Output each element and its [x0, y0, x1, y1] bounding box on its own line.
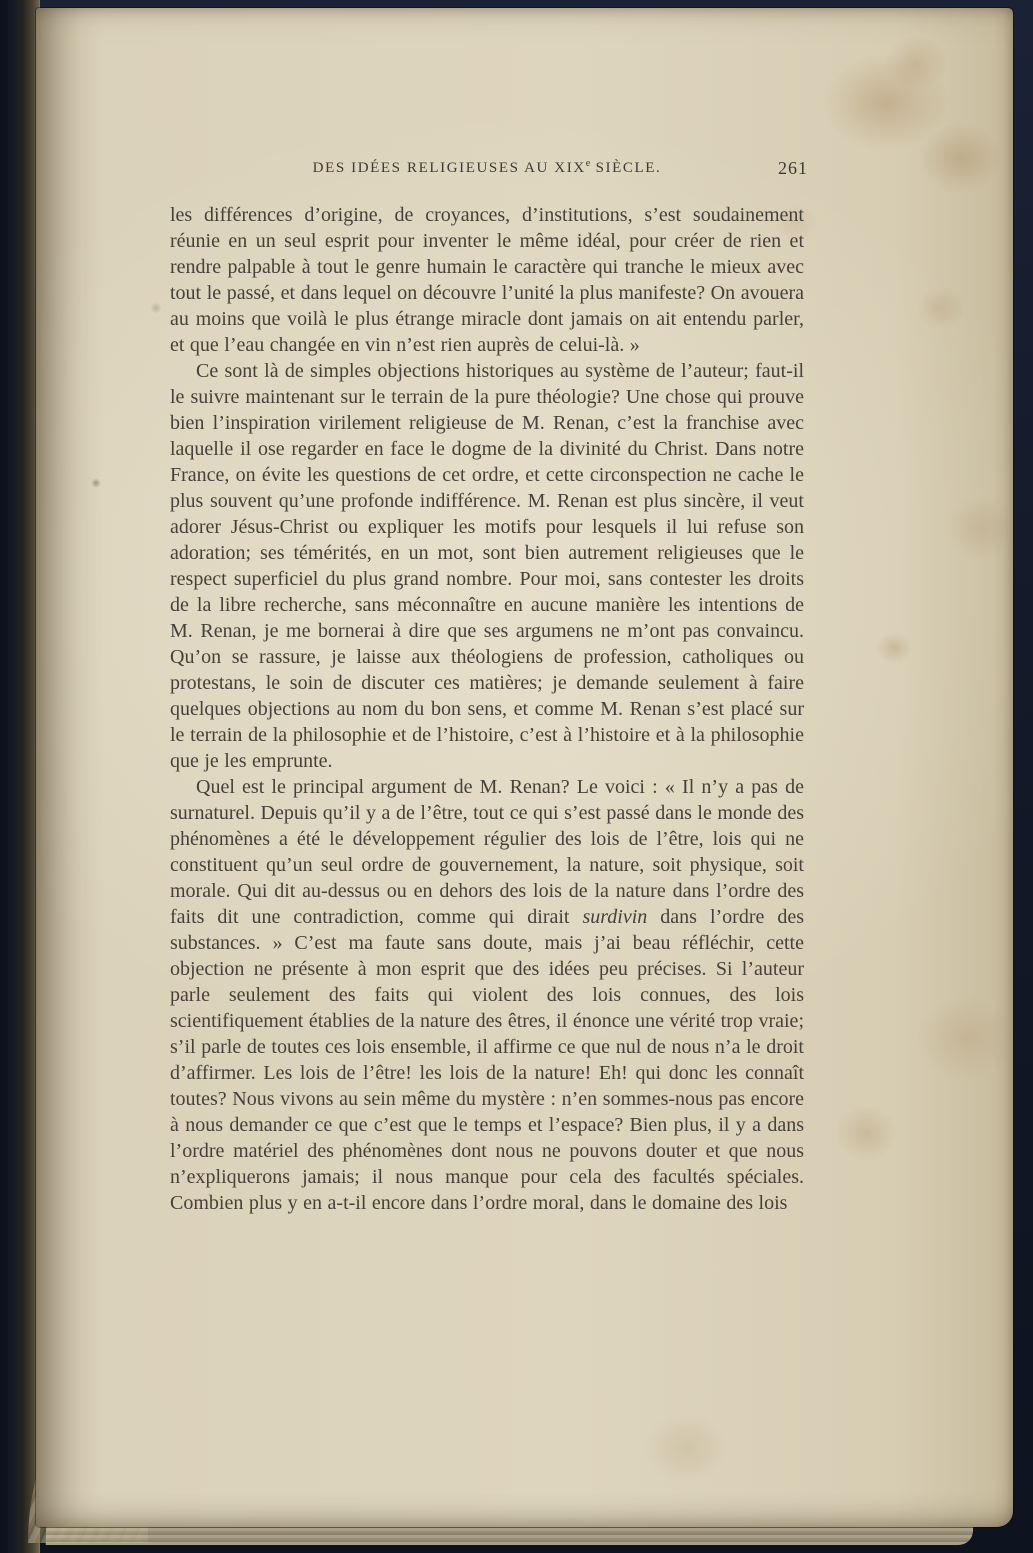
- page-number: 261: [778, 158, 808, 178]
- body-text: [170, 202, 804, 1216]
- paragraph-2: Ce sont là de simples objections historiques au système de l’auteur; faut-il le suivre maintenant sur le terrain de la pure théologie? Une chose qui prouve bien l’inspiration virilement religieuse de M. Renan, c’est la franchise avec laquelle il ose regarder en face le dogme de la divinité du Christ. Dans notre France, on évite les questions de cet ordre, et cette circonspection ne cache le plus souvent qu’une profonde indifférence. M. Renan est plus sincère, il veut adorer Jésus-Christ ou expliquer les motifs pour lesquels il lui refuse son adoration; ses témérités, en un mot, sont bien autrement religieuses que le respect superficiel du plus grand nombre. Pour moi, sans contester les droits de la libre recherche, sans méconnaître en aucune manière les intentions de M. Renan, je me bornerai à dire que ses argumens ne m’ont pas convaincu. Qu’on se rassure, je laisse aux théologiens de profession, catholiques ou protestans, le soin de discuter ces matières; je demande seulement à faire quelques objections au nom du bon sens, et comme M. Renan s’est placé sur le terrain de la philosophie et de l’histoire, c’est à l’histoire et à la philosophie que je les emprunte.: [170, 360, 804, 772]
- running-head: [170, 158, 808, 182]
- paragraph-3-text-continued: dans l’ordre des substances. » C’est ma faute sans doute, mais j’ai beau réfléchir, cette objection ne présente à mon esprit que des idées peu précises. Si l’auteur parle seulement des faits qui violent des lois connues, des lois scientifiquement établies de la nature des êtres, il énonce une vérité trop vraie; s’il parle de toutes ces lois ensemble, il affirme ce que nul de nous n’a le droit d’affirmer. Les lois de l’être! les lois de la nature! Eh! qui donc les connaît toutes? Nous vivons au sein même du mystère : n’en sommes-nous pas encore à nous demander ce que c’est que le temps et l’espace? Bien plus, il y a dans l’ordre matériel des phénomènes dont nous ne pouvons douter et que nous n’expliquerons jamais; il nous manque pour cela des facultés spéciales. Combien plus y en a-t-il encore dans l’ordre moral, dans le domaine des lois: [170, 906, 805, 1214]
- book-page: [36, 8, 1013, 1527]
- italic-word-surdivin: surdivin: [582, 906, 648, 928]
- paragraph-3: [170, 774, 804, 1216]
- book-spine-edge: [0, 0, 40, 1553]
- running-title: DES IDÉES RELIGIEUSES AU XIXe SIÈCLE.: [312, 158, 662, 176]
- text-column: [170, 158, 808, 1216]
- paragraph-3-text: Quel est le principal argument de M. Renan? Le voici : « Il n’y a pas de surnaturel. Depuis qu’il y a de l’être, tout ce qui s’est passé dans le monde des phénomènes a été le développement régulier des lois de l’être, lois qui ne constituent qu’un seul ordre de gouvernement, la nature, soit physique, soit morale. Qui dit au-dessus ou en dehors des lois de la nature dans l’ordre des faits dit une contradiction, comme qui dirait: [170, 776, 804, 928]
- running-title-superscript: e: [585, 158, 591, 169]
- paragraph-1: les différences d’origine, de croyances, d’institutions, s’est soudainement réunie en un seul esprit pour inventer le même idéal, pour créer de rien et rendre palpable à tout le genre humain le caractère qui tranche le mieux avec tout le passé, et dans lequel on découvre l’unité la plus manifeste? On avouera au moins que voilà le plus étrange miracle dont jamais on ait entendu parler, et que l’eau changée en vin n’est rien auprès de celui-là. »: [170, 204, 804, 356]
